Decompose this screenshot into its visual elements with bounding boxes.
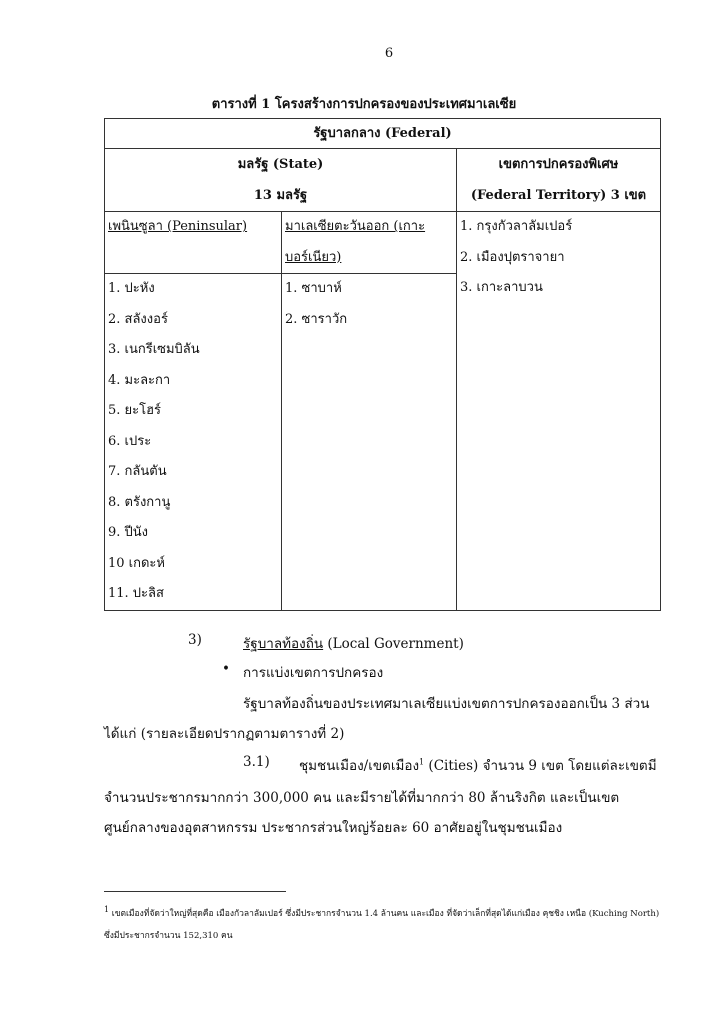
paragraph-line: ศูนย์กลางของอุตสาหกรรม ประชากรส่วนใหญ่ร้อยละ 60 อาศัยอยู่ในชุมชนเมือง	[104, 820, 563, 836]
footnote-reference[interactable]: 1	[419, 757, 425, 767]
state-item: 6. เประ	[108, 433, 152, 449]
paragraph-line: ได้แก่ (รายละเอียดปรากฏตามตารางที่ 2)	[104, 726, 345, 742]
section-number: 3)	[188, 632, 202, 648]
territory-item: 3. เกาะลาบวน	[460, 280, 543, 295]
state-item: 4. มะละกา	[108, 372, 171, 388]
state-item: 11. ปะลิส	[108, 586, 164, 601]
territory-header-cell	[457, 149, 661, 212]
territory-item: 1. กรุงกัวลาลัมเปอร์	[460, 219, 573, 234]
table-title: ตารางที่ 1 โครงสร้างการปกครองของประเทศมาเลเซีย	[211, 97, 517, 112]
state-count: 13 มลรัฐ	[253, 188, 308, 203]
state-item: 1. ปะหัง	[108, 281, 155, 296]
state-item: 3. เนกรีเซมบิลัน	[108, 342, 200, 357]
state-item: 8. ตรังกานู	[108, 494, 171, 510]
east-states-cell	[282, 274, 457, 611]
subsection-title: ชุมชนเมือง/เขตเมือง	[299, 758, 420, 774]
peninsular-header-cell	[105, 212, 282, 274]
footnote-text: เขตเมืองที่จัดว่าใหญ่ที่สุดคือ เมืองกัวลาลัมเปอร์ ซึ่งมีประชากรจำนวน 1.4 ล้านคน และเมือง ที่จัดว่าเล็กที่สุดได้แก่เมือง คุชชิง เหนือ (Kuching North)	[109, 908, 660, 919]
territory-item: 2. เมืองปุตราจายา	[460, 249, 565, 265]
subsection-number: 3.1)	[243, 754, 270, 770]
government-structure-table	[104, 118, 661, 611]
paragraph-line: จำนวนประชากรมากกว่า 300,000 คน และมีรายได้ที่มากกว่า 80 ล้านริงกิต และเป็นเขต	[104, 790, 620, 806]
subsection-heading	[299, 754, 657, 776]
subsection-text: (Cities) จำนวน 9 เขต โดยแต่ละเขตมี	[424, 758, 657, 774]
east-header-cell	[282, 212, 457, 274]
territory-list-cell	[457, 212, 661, 611]
state-item: 1. ซาบาห์	[285, 281, 342, 296]
state-item: 2. สลังงอร์	[108, 311, 168, 327]
east-malaysia-header-line2: บอร์เนียว)	[285, 249, 342, 265]
state-header-cell	[105, 149, 457, 212]
footnote-line: ซึ่งมีประชากรจำนวน 152,310 คน	[104, 931, 233, 941]
page-number: 6	[384, 46, 394, 61]
footnote-mark: 1	[104, 905, 110, 914]
territory-header: เขตการปกครองพิเศษ	[498, 157, 619, 172]
peninsular-states-cell	[105, 274, 282, 611]
bullet-text: การแบ่งเขตการปกครอง	[243, 665, 384, 681]
state-item: 9. ปีนัง	[108, 525, 149, 540]
section-title-english: (Local Government)	[323, 636, 464, 652]
state-item: 7. กลันตัน	[108, 464, 167, 479]
footnote-line	[104, 905, 659, 920]
state-item: 2. ซาราวัก	[285, 311, 348, 327]
state-item: 5. ยะโฮร์	[108, 403, 162, 418]
territory-count: (Federal Territory) 3 เขต	[470, 188, 647, 203]
state-item: 10 เกดะห์	[108, 555, 165, 571]
section-title	[243, 632, 464, 654]
federal-header: รัฐบาลกลาง (Federal)	[313, 126, 452, 141]
paragraph-line: รัฐบาลท้องถิ่นของประเทศมาเลเซียแบ่งเขตการปกครองออกเป็น 3 ส่วน	[243, 696, 650, 712]
east-malaysia-header-line1: มาเลเซียตะวันออก (เกาะ	[285, 219, 426, 234]
section-title-thai: รัฐบาลท้องถิ่น	[243, 636, 324, 652]
federal-header-cell	[105, 119, 661, 149]
state-header: มลรัฐ (State)	[237, 157, 324, 172]
peninsular-header: เพนินซูลา (Peninsular)	[108, 219, 248, 234]
footnote-divider	[104, 891, 286, 892]
bullet-icon: •	[222, 661, 230, 677]
